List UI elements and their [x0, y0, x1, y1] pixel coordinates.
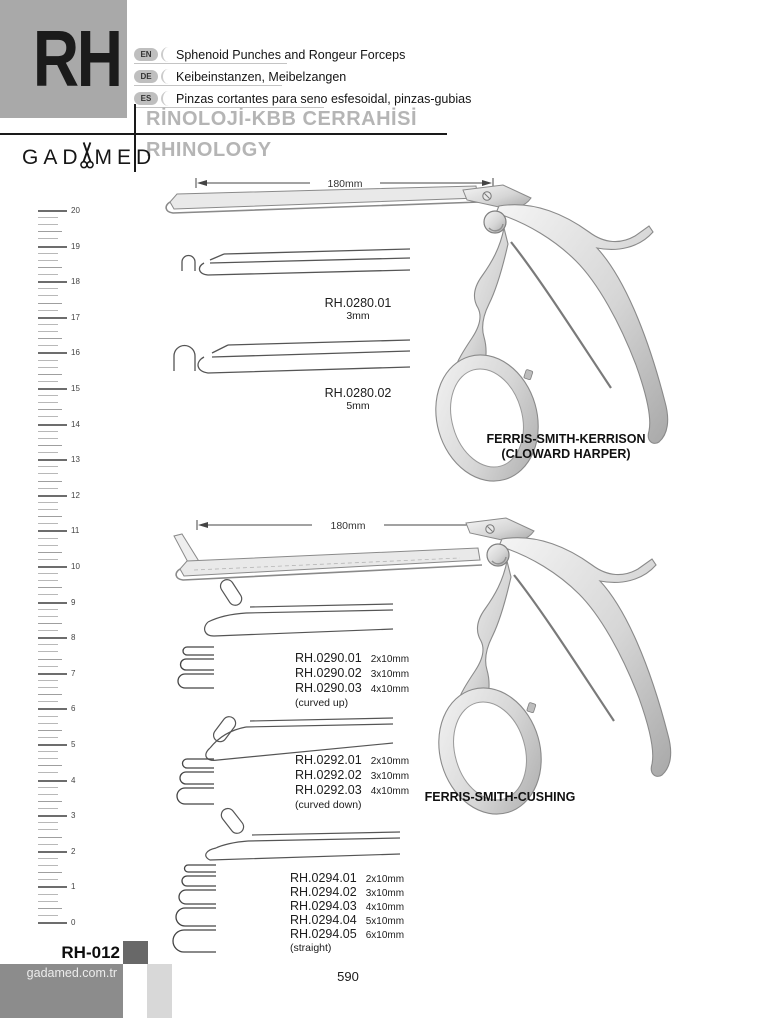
product-group-curved-up [295, 651, 409, 709]
product-group-straight [290, 871, 404, 954]
ruler-minor-tick [38, 267, 62, 268]
ruler-minor-tick [38, 609, 58, 610]
ruler-cm-tick [38, 851, 67, 853]
ruler-minor-tick [38, 253, 58, 254]
category-title-en: RHINOLOGY [146, 139, 272, 161]
ruler-minor-tick [38, 217, 58, 218]
ruler-minor-tick [38, 765, 62, 766]
ruler-minor-tick [38, 872, 62, 873]
category-title-local: RİNOLOJİ-KBB CERRAHİSİ [146, 108, 418, 130]
ruler-number: 17 [71, 312, 80, 322]
size-profiles-0290 [178, 647, 214, 688]
product-size: 3x10mm [370, 669, 410, 680]
product-name-line2: (CLOWARD HARPER) [501, 447, 631, 461]
product-code: RH.0294.02 [290, 885, 357, 899]
ruler-number: 5 [71, 740, 76, 749]
product-code: RH.0292.03 [295, 783, 362, 797]
language-row-es [134, 91, 471, 106]
ruler-minor-tick [38, 659, 62, 660]
badge-arc-decoration [161, 47, 171, 62]
product-row [290, 885, 404, 899]
ruler-number: 12 [71, 490, 80, 500]
ruler-minor-tick [38, 431, 58, 432]
ruler-cm-tick [38, 780, 67, 782]
ruler-number: 20 [71, 206, 80, 215]
catalog-code-box: RH-012 [0, 941, 123, 964]
ruler-minor-tick [38, 466, 58, 467]
product-code: RH.0294.03 [290, 899, 357, 913]
website-box: gadamed.com.tr [0, 964, 123, 1018]
ruler-number: 2 [71, 846, 76, 856]
ruler-cm-tick [38, 246, 67, 248]
ruler-cm-tick [38, 530, 67, 532]
ruler-minor-tick [38, 844, 58, 845]
product-size: 3x10mm [370, 771, 410, 782]
ruler-number: 11 [71, 526, 80, 536]
ruler-number: 8 [71, 633, 76, 643]
ruler-minor-tick [38, 438, 58, 439]
product-code: RH.0280.02 [324, 386, 392, 400]
product-row [295, 783, 409, 798]
product-row [295, 768, 409, 783]
ruler-minor-tick [38, 502, 58, 503]
product-row [295, 666, 409, 681]
ruler-minor-tick [38, 523, 58, 524]
ruler-cm-tick [38, 708, 67, 710]
ruler-minor-tick [38, 894, 58, 895]
ruler-minor-tick [38, 651, 58, 652]
ruler-cm-tick [38, 744, 67, 746]
ruler-minor-tick [38, 666, 58, 667]
brand-text-post: MED [94, 146, 157, 169]
product-label [318, 386, 398, 413]
footer-light-block [147, 964, 172, 1018]
ruler-number: 9 [71, 597, 76, 607]
ruler-minor-tick [38, 324, 58, 325]
ruler-minor-tick [38, 794, 58, 795]
product-size: 5x10mm [365, 916, 405, 927]
ruler-number: 3 [71, 811, 76, 821]
ruler-minor-tick [38, 644, 58, 645]
product-name-kerrison [486, 432, 646, 462]
ruler-cm-tick [38, 281, 67, 283]
ruler-number: 16 [71, 348, 80, 358]
ruler-minor-tick [38, 829, 58, 830]
size-profiles-0294 [173, 865, 216, 952]
ruler-minor-tick [38, 822, 58, 823]
product-size: 6x10mm [365, 930, 405, 941]
product-code: RH.0292.02 [295, 768, 362, 782]
product-group-curved-down [295, 753, 409, 811]
tip-detail-straight [206, 806, 400, 860]
ruler-minor-tick [38, 737, 58, 738]
ruler-minor-tick [38, 516, 62, 517]
ruler-number: 7 [71, 668, 76, 678]
ruler-minor-tick [38, 808, 58, 809]
ruler-number: 13 [71, 455, 80, 465]
ruler-number: 19 [71, 241, 80, 251]
language-badge-es: ES [134, 92, 158, 105]
size-profiles-0292 [177, 759, 214, 804]
ruler-minor-tick [38, 395, 58, 396]
ruler-minor-tick [38, 858, 58, 859]
ruler-cm-tick [38, 673, 67, 675]
ruler-cm-tick [38, 210, 67, 212]
ruler-minor-tick [38, 865, 58, 866]
language-row-de [134, 69, 346, 84]
ruler-minor-tick [38, 801, 62, 802]
ruler-cm-tick [38, 815, 67, 817]
product-size: 4x10mm [365, 902, 405, 913]
product-row [290, 927, 404, 941]
tip-detail-curved-up [205, 577, 393, 636]
title-es: Pinzas cortantes para seno esfesoidal, pinzas-gubias [176, 91, 472, 106]
tip-detail-3mm [182, 249, 410, 275]
ruler-minor-tick [38, 288, 58, 289]
divider [134, 63, 287, 64]
variant-label: (straight) [290, 942, 332, 954]
ruler-minor-tick [38, 481, 62, 482]
ruler-cm-tick [38, 352, 67, 354]
ruler-minor-tick [38, 587, 62, 588]
instrument-drawing-cushing [160, 508, 720, 978]
dimension-label: 180mm [330, 520, 366, 532]
page-code: RH [33, 14, 121, 103]
ruler-minor-tick [38, 787, 58, 788]
brand-logo [22, 142, 156, 168]
ruler-minor-tick [38, 701, 58, 702]
ruler-cm-tick [38, 637, 67, 639]
ruler-minor-tick [38, 488, 58, 489]
product-label [318, 296, 398, 323]
product-code: RH.0294.04 [290, 913, 357, 927]
ruler-minor-tick [38, 381, 58, 382]
ruler-minor-tick [38, 751, 58, 752]
product-name-cushing: FERRIS-SMITH-CUSHING [424, 790, 576, 804]
ruler-minor-tick [38, 231, 62, 232]
ruler-minor-tick [38, 879, 58, 880]
ruler-minor-tick [38, 552, 62, 553]
ruler-minor-tick [38, 772, 58, 773]
ruler-minor-tick [38, 345, 58, 346]
ruler-minor-tick [38, 630, 58, 631]
ruler-minor-tick [38, 915, 58, 916]
page-number: 590 [337, 969, 359, 984]
ruler-minor-tick [38, 260, 58, 261]
ruler-minor-tick [38, 374, 62, 375]
ruler-minor-tick [38, 303, 62, 304]
product-code: RH.0294.05 [290, 927, 357, 941]
ruler-minor-tick [38, 723, 58, 724]
product-size: 3x10mm [365, 888, 405, 899]
ruler-minor-tick [38, 224, 58, 225]
ruler-minor-tick [38, 694, 62, 695]
ruler-cm-tick [38, 388, 67, 390]
ruler-minor-tick [38, 367, 58, 368]
ruler-cm-tick [38, 495, 67, 497]
product-row [290, 899, 404, 913]
ruler-minor-tick [38, 360, 58, 361]
ruler-minor-tick [38, 623, 62, 624]
ruler-minor-tick [38, 310, 58, 311]
page-code-box [0, 0, 127, 118]
product-name-line1: FERRIS-SMITH-KERRISON [486, 432, 646, 446]
language-badge-de: DE [134, 70, 158, 83]
ruler-minor-tick [38, 295, 58, 296]
ruler-cm-tick [38, 922, 67, 924]
ruler-minor-tick [38, 716, 58, 717]
ruler-minor-tick [38, 338, 62, 339]
ruler-minor-tick [38, 837, 62, 838]
ruler-minor-tick [38, 409, 62, 410]
language-row-en [134, 47, 405, 62]
ruler-minor-tick [38, 687, 58, 688]
variant-label: (curved up) [295, 697, 349, 709]
product-code: RH.0294.01 [290, 871, 357, 885]
product-code: RH.0290.01 [295, 651, 362, 665]
product-code: RH.0292.01 [295, 753, 362, 767]
ruler-minor-tick [38, 445, 62, 446]
ruler-minor-tick [38, 473, 58, 474]
ruler-minor-tick [38, 416, 58, 417]
ruler-minor-tick [38, 452, 58, 453]
ruler-cm-tick [38, 459, 67, 461]
ruler-cm-tick [38, 566, 67, 568]
ruler-minor-tick [38, 402, 58, 403]
ruler-minor-tick [38, 509, 58, 510]
ruler-number: 14 [71, 419, 80, 429]
ruler-number: 10 [71, 562, 80, 571]
ruler-minor-tick [38, 758, 58, 759]
ruler-cm-tick [38, 602, 67, 604]
title-de: Keibeinstanzen, Meibelzangen [176, 69, 347, 84]
dimension-label: 180mm [327, 178, 363, 190]
product-row [290, 913, 404, 927]
title-en: Sphenoid Punches and Rongeur Forceps [176, 47, 406, 62]
ruler-minor-tick [38, 730, 62, 731]
product-row [290, 871, 404, 885]
ruler-minor-tick [38, 331, 58, 332]
brand-text-pre: GAD [22, 146, 83, 169]
ruler-cm-tick [38, 886, 67, 888]
ruler [38, 206, 98, 927]
badge-arc-decoration [161, 69, 171, 84]
ruler-minor-tick [38, 238, 58, 239]
product-size: 4x10mm [370, 684, 410, 695]
ruler-minor-tick [38, 538, 58, 539]
ruler-number: 0 [71, 918, 76, 927]
footer-dark-block [123, 941, 148, 964]
product-size: 5mm [346, 400, 370, 412]
product-size: 3mm [346, 310, 370, 322]
product-code: RH.0290.03 [295, 681, 362, 695]
divider [134, 85, 282, 86]
product-code: RH.0290.02 [295, 666, 362, 680]
product-size: 4x10mm [370, 786, 410, 797]
ruler-number: 6 [71, 704, 76, 714]
variant-label: (curved down) [295, 799, 362, 811]
language-badge-en: EN [134, 48, 158, 61]
ruler-minor-tick [38, 573, 58, 574]
scissors-icon [80, 142, 94, 169]
ruler-minor-tick [38, 908, 62, 909]
header-rule [0, 133, 447, 135]
ruler-minor-tick [38, 901, 58, 902]
product-row [295, 753, 409, 768]
ruler-minor-tick [38, 616, 58, 617]
product-size: 2x10mm [370, 654, 410, 665]
product-size: 2x10mm [365, 874, 405, 885]
ruler-minor-tick [38, 274, 58, 275]
ruler-number: 4 [71, 775, 76, 785]
ruler-number: 18 [71, 277, 80, 287]
ruler-minor-tick [38, 594, 58, 595]
ruler-minor-tick [38, 545, 58, 546]
ruler-minor-tick [38, 580, 58, 581]
product-size: 2x10mm [370, 756, 410, 767]
ruler-cm-tick [38, 317, 67, 319]
ruler-minor-tick [38, 680, 58, 681]
product-row [295, 651, 409, 666]
product-row [295, 681, 409, 696]
ruler-cm-tick [38, 424, 67, 426]
product-code: RH.0280.01 [324, 296, 392, 310]
ruler-number: 15 [71, 384, 80, 393]
ruler-minor-tick [38, 559, 58, 560]
ruler-number: 1 [71, 882, 76, 892]
badge-arc-decoration [161, 91, 171, 106]
tip-detail-5mm [174, 340, 410, 373]
